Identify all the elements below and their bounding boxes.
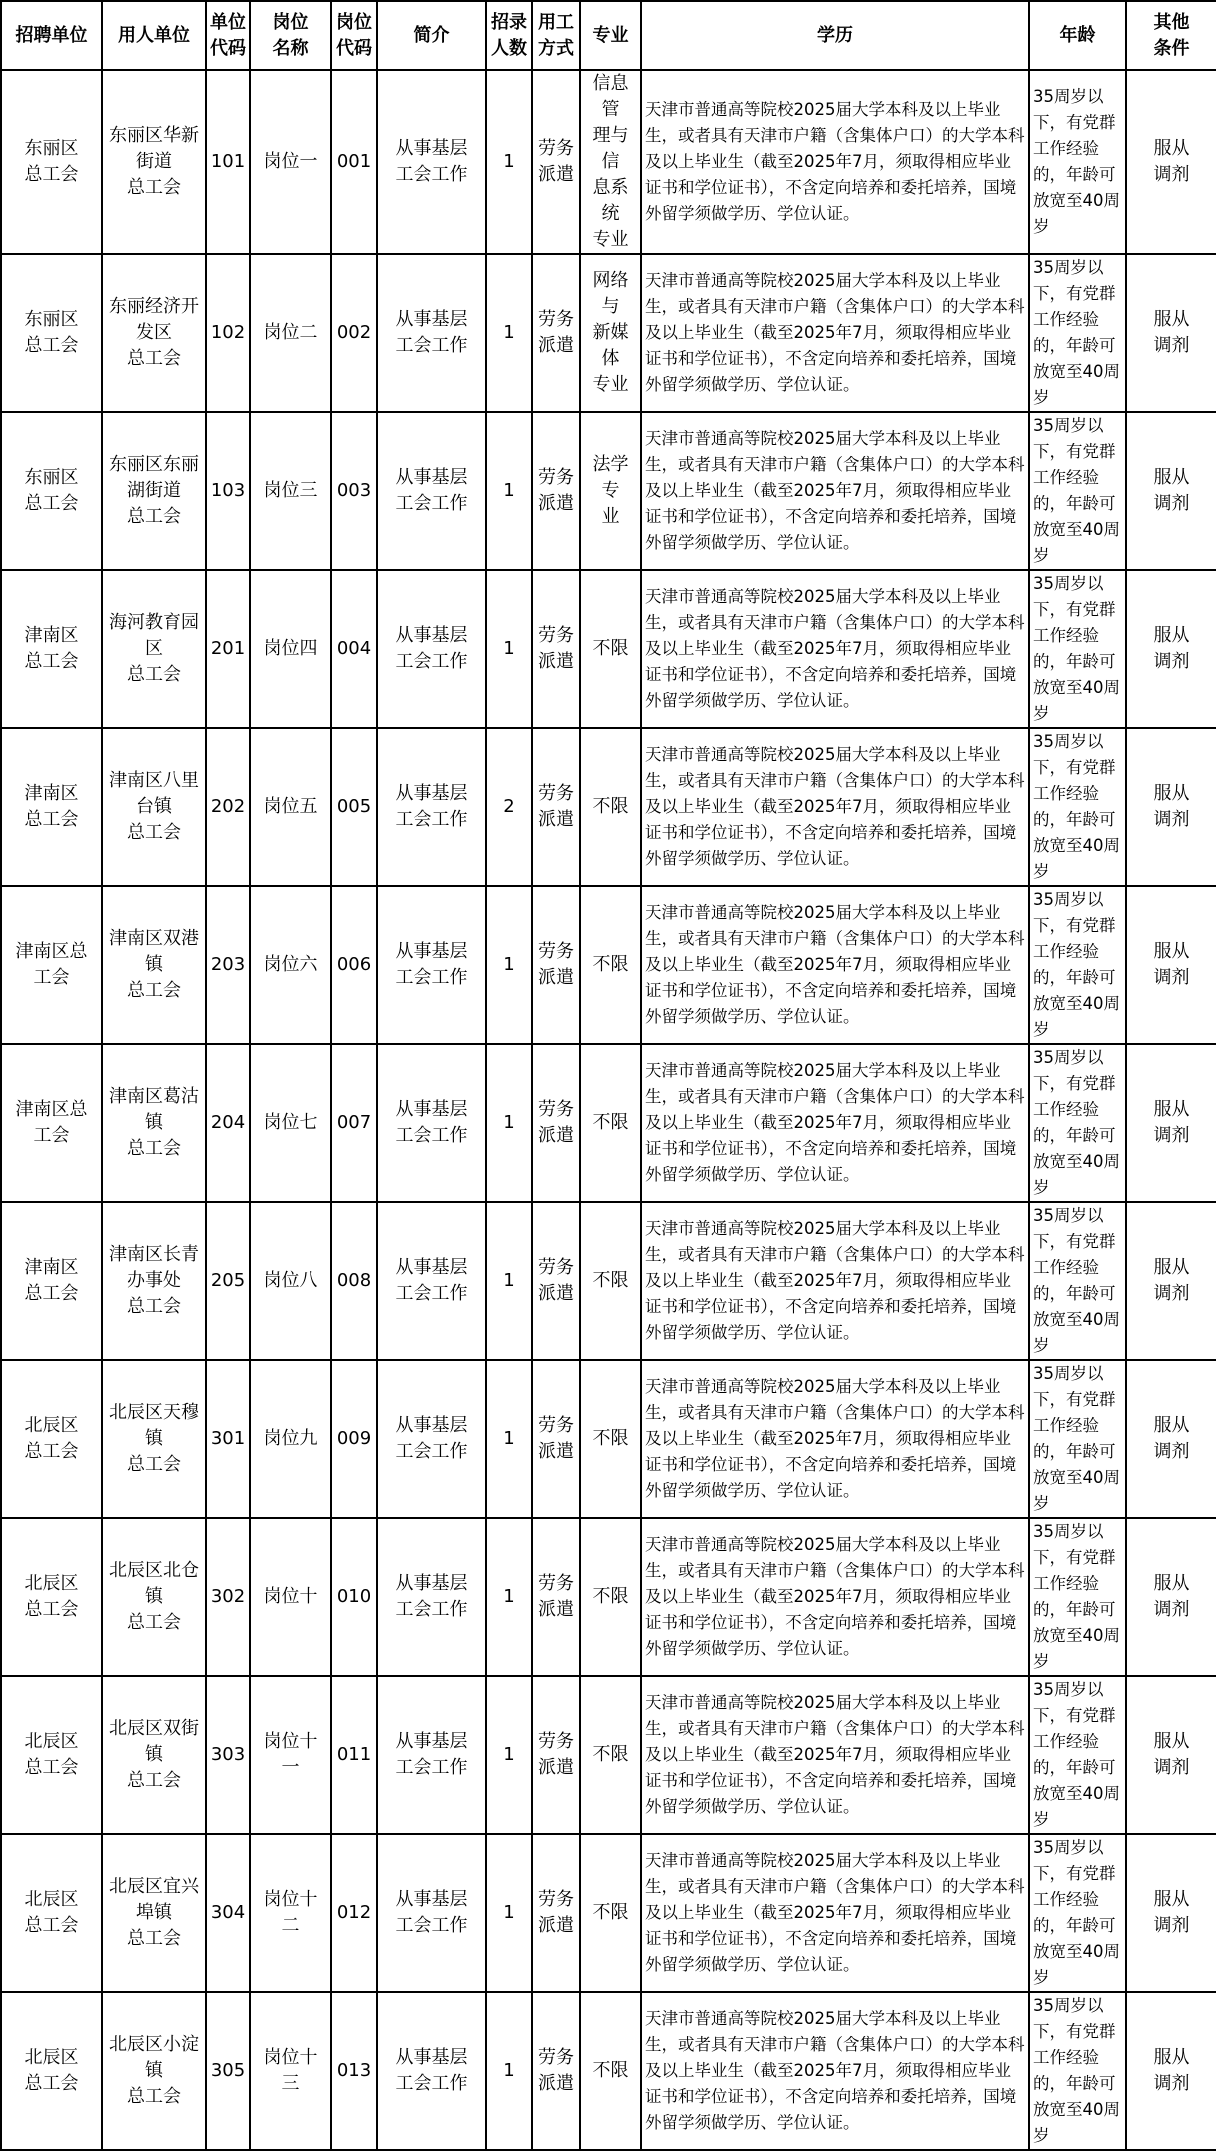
cell-recruit-unit: 东丽区 总工会 [1, 254, 102, 412]
cell-education: 天津市普通高等院校2025届大学本科及以上毕业生，或者具有天津市户籍（含集体户口）的大学本科及以上毕业生（截至2025年7月，须取得相应毕业证书和学位证书），不含定向培养和委托培养，国境外留学须做学历、学位认证。 [641, 1676, 1029, 1834]
cell-other: 服从 调剂 [1126, 1834, 1216, 1992]
cell-employer: 北辰区北仓 镇 总工会 [102, 1518, 206, 1676]
cell-education: 天津市普通高等院校2025届大学本科及以上毕业生，或者具有天津市户籍（含集体户口）的大学本科及以上毕业生（截至2025年7月，须取得相应毕业证书和学位证书），不含定向培养和委托培养，国境外留学须做学历、学位认证。 [641, 412, 1029, 570]
cell-count: 1 [486, 70, 532, 254]
cell-count: 2 [486, 728, 532, 886]
cell-education: 天津市普通高等院校2025届大学本科及以上毕业生，或者具有天津市户籍（含集体户口）的大学本科及以上毕业生（截至2025年7月，须取得相应毕业证书和学位证书），不含定向培养和委托培养，国境外留学须做学历、学位认证。 [641, 570, 1029, 728]
cell-post-name: 岗位九 [250, 1360, 331, 1518]
cell-education: 天津市普通高等院校2025届大学本科及以上毕业生，或者具有天津市户籍（含集体户口）的大学本科及以上毕业生（截至2025年7月，须取得相应毕业证书和学位证书），不含定向培养和委托培养，国境外留学须做学历、学位认证。 [641, 886, 1029, 1044]
cell-intro: 从事基层 工会工作 [377, 254, 486, 412]
cell-age: 35周岁以下，有党群工作经验的，年龄可放宽至40周岁 [1029, 1834, 1126, 1992]
table-row [1, 254, 1216, 412]
table-row [1, 1992, 1216, 2150]
cell-age: 35周岁以下，有党群工作经验的，年龄可放宽至40周岁 [1029, 728, 1126, 886]
cell-post-name: 岗位六 [250, 886, 331, 1044]
cell-unit-code: 303 [206, 1676, 250, 1834]
cell-count: 1 [486, 886, 532, 1044]
cell-age: 35周岁以下，有党群工作经验的，年龄可放宽至40周岁 [1029, 1360, 1126, 1518]
cell-post-code: 006 [331, 886, 377, 1044]
column-header-recruit-unit: 招聘单位 [1, 1, 102, 70]
column-header-count: 招录 人数 [486, 1, 532, 70]
cell-employer: 北辰区小淀 镇 总工会 [102, 1992, 206, 2150]
cell-intro: 从事基层 工会工作 [377, 70, 486, 254]
cell-unit-code: 203 [206, 886, 250, 1044]
cell-major: 信息管 理与信 息系统 专业 [580, 70, 641, 254]
cell-age: 35周岁以下，有党群工作经验的，年龄可放宽至40周岁 [1029, 886, 1126, 1044]
cell-post-code: 007 [331, 1044, 377, 1202]
cell-post-name: 岗位十 二 [250, 1834, 331, 1992]
table-header-row [1, 1, 1216, 70]
cell-recruit-unit: 北辰区 总工会 [1, 1992, 102, 2150]
cell-major: 不限 [580, 1676, 641, 1834]
cell-other: 服从 调剂 [1126, 1044, 1216, 1202]
cell-unit-code: 302 [206, 1518, 250, 1676]
cell-major: 不限 [580, 1518, 641, 1676]
table-row [1, 570, 1216, 728]
cell-other: 服从 调剂 [1126, 412, 1216, 570]
cell-post-code: 012 [331, 1834, 377, 1992]
column-header-post-name: 岗位 名称 [250, 1, 331, 70]
table-row [1, 1834, 1216, 1992]
cell-post-name: 岗位三 [250, 412, 331, 570]
table-row [1, 70, 1216, 254]
cell-employment: 劳务 派遣 [532, 1992, 580, 2150]
table-row [1, 1676, 1216, 1834]
cell-other: 服从 调剂 [1126, 570, 1216, 728]
cell-other: 服从 调剂 [1126, 728, 1216, 886]
cell-other: 服从 调剂 [1126, 1992, 1216, 2150]
cell-other: 服从 调剂 [1126, 1360, 1216, 1518]
cell-intro: 从事基层 工会工作 [377, 1518, 486, 1676]
cell-age: 35周岁以下，有党群工作经验的，年龄可放宽至40周岁 [1029, 1676, 1126, 1834]
table-row [1, 412, 1216, 570]
cell-age: 35周岁以下，有党群工作经验的，年龄可放宽至40周岁 [1029, 1202, 1126, 1360]
cell-recruit-unit: 津南区 总工会 [1, 1202, 102, 1360]
cell-post-code: 004 [331, 570, 377, 728]
cell-unit-code: 305 [206, 1992, 250, 2150]
cell-count: 1 [486, 1834, 532, 1992]
cell-employer: 海河教育园 区 总工会 [102, 570, 206, 728]
cell-employer: 津南区长青 办事处 总工会 [102, 1202, 206, 1360]
cell-post-name: 岗位五 [250, 728, 331, 886]
cell-major: 不限 [580, 1202, 641, 1360]
cell-count: 1 [486, 412, 532, 570]
cell-unit-code: 204 [206, 1044, 250, 1202]
cell-intro: 从事基层 工会工作 [377, 1834, 486, 1992]
cell-major: 不限 [580, 1992, 641, 2150]
column-header-age: 年龄 [1029, 1, 1126, 70]
table-row [1, 1360, 1216, 1518]
column-header-employer: 用人单位 [102, 1, 206, 70]
cell-major: 不限 [580, 1834, 641, 1992]
cell-education: 天津市普通高等院校2025届大学本科及以上毕业生，或者具有天津市户籍（含集体户口）的大学本科及以上毕业生（截至2025年7月，须取得相应毕业证书和学位证书），不含定向培养和委托培养，国境外留学须做学历、学位认证。 [641, 1834, 1029, 1992]
cell-count: 1 [486, 1992, 532, 2150]
cell-major: 不限 [580, 728, 641, 886]
cell-age: 35周岁以下，有党群工作经验的，年龄可放宽至40周岁 [1029, 70, 1126, 254]
cell-employment: 劳务 派遣 [532, 570, 580, 728]
cell-employment: 劳务 派遣 [532, 1834, 580, 1992]
cell-education: 天津市普通高等院校2025届大学本科及以上毕业生，或者具有天津市户籍（含集体户口）的大学本科及以上毕业生（截至2025年7月，须取得相应毕业证书和学位证书），不含定向培养和委托培养，国境外留学须做学历、学位认证。 [641, 1360, 1029, 1518]
cell-recruit-unit: 北辰区 总工会 [1, 1676, 102, 1834]
cell-employment: 劳务 派遣 [532, 886, 580, 1044]
cell-age: 35周岁以下，有党群工作经验的，年龄可放宽至40周岁 [1029, 1044, 1126, 1202]
cell-age: 35周岁以下，有党群工作经验的，年龄可放宽至40周岁 [1029, 412, 1126, 570]
cell-unit-code: 101 [206, 70, 250, 254]
table-row [1, 886, 1216, 1044]
cell-post-code: 009 [331, 1360, 377, 1518]
cell-intro: 从事基层 工会工作 [377, 886, 486, 1044]
cell-education: 天津市普通高等院校2025届大学本科及以上毕业生，或者具有天津市户籍（含集体户口）的大学本科及以上毕业生（截至2025年7月，须取得相应毕业证书和学位证书），不含定向培养和委托培养，国境外留学须做学历、学位认证。 [641, 1044, 1029, 1202]
cell-employment: 劳务 派遣 [532, 70, 580, 254]
cell-post-code: 011 [331, 1676, 377, 1834]
cell-employment: 劳务 派遣 [532, 1518, 580, 1676]
cell-recruit-unit: 东丽区 总工会 [1, 412, 102, 570]
cell-employer: 津南区双港 镇 总工会 [102, 886, 206, 1044]
cell-intro: 从事基层 工会工作 [377, 1676, 486, 1834]
cell-post-code: 010 [331, 1518, 377, 1676]
cell-employer: 东丽区华新 街道 总工会 [102, 70, 206, 254]
cell-employment: 劳务 派遣 [532, 1360, 580, 1518]
cell-post-code: 003 [331, 412, 377, 570]
column-header-post-code: 岗位 代码 [331, 1, 377, 70]
cell-post-name: 岗位七 [250, 1044, 331, 1202]
cell-intro: 从事基层 工会工作 [377, 728, 486, 886]
cell-unit-code: 304 [206, 1834, 250, 1992]
cell-other: 服从 调剂 [1126, 1202, 1216, 1360]
cell-post-name: 岗位十 三 [250, 1992, 331, 2150]
cell-major: 不限 [580, 1044, 641, 1202]
cell-count: 1 [486, 1044, 532, 1202]
table-row [1, 1044, 1216, 1202]
cell-employment: 劳务 派遣 [532, 254, 580, 412]
cell-post-name: 岗位十 一 [250, 1676, 331, 1834]
table-row [1, 728, 1216, 886]
cell-post-name: 岗位二 [250, 254, 331, 412]
cell-recruit-unit: 北辰区 总工会 [1, 1518, 102, 1676]
cell-recruit-unit: 津南区 总工会 [1, 728, 102, 886]
cell-post-code: 002 [331, 254, 377, 412]
cell-recruit-unit: 东丽区 总工会 [1, 70, 102, 254]
cell-count: 1 [486, 1360, 532, 1518]
column-header-other: 其他 条件 [1126, 1, 1216, 70]
cell-unit-code: 202 [206, 728, 250, 886]
cell-major: 不限 [580, 570, 641, 728]
cell-major: 网络与 新媒体 专业 [580, 254, 641, 412]
cell-major: 不限 [580, 886, 641, 1044]
cell-employer: 东丽经济开 发区 总工会 [102, 254, 206, 412]
cell-other: 服从 调剂 [1126, 1676, 1216, 1834]
cell-age: 35周岁以下，有党群工作经验的，年龄可放宽至40周岁 [1029, 570, 1126, 728]
cell-unit-code: 102 [206, 254, 250, 412]
column-header-major: 专业 [580, 1, 641, 70]
table-row [1, 1202, 1216, 1360]
column-header-unit-code: 单位 代码 [206, 1, 250, 70]
table-row [1, 1518, 1216, 1676]
cell-other: 服从 调剂 [1126, 886, 1216, 1044]
cell-recruit-unit: 北辰区 总工会 [1, 1360, 102, 1518]
cell-recruit-unit: 津南区总 工会 [1, 1044, 102, 1202]
cell-education: 天津市普通高等院校2025届大学本科及以上毕业生，或者具有天津市户籍（含集体户口）的大学本科及以上毕业生（截至2025年7月，须取得相应毕业证书和学位证书），不含定向培养和委托培养，国境外留学须做学历、学位认证。 [641, 1202, 1029, 1360]
column-header-intro: 简介 [377, 1, 486, 70]
cell-count: 1 [486, 570, 532, 728]
cell-intro: 从事基层 工会工作 [377, 412, 486, 570]
cell-post-name: 岗位四 [250, 570, 331, 728]
cell-age: 35周岁以下，有党群工作经验的，年龄可放宽至40周岁 [1029, 1518, 1126, 1676]
cell-employer: 北辰区宜兴 埠镇 总工会 [102, 1834, 206, 1992]
cell-education: 天津市普通高等院校2025届大学本科及以上毕业生，或者具有天津市户籍（含集体户口）的大学本科及以上毕业生（截至2025年7月，须取得相应毕业证书和学位证书），不含定向培养和委托培养，国境外留学须做学历、学位认证。 [641, 1518, 1029, 1676]
cell-post-code: 001 [331, 70, 377, 254]
cell-education: 天津市普通高等院校2025届大学本科及以上毕业生，或者具有天津市户籍（含集体户口）的大学本科及以上毕业生（截至2025年7月，须取得相应毕业证书和学位证书），不含定向培养和委托培养，国境外留学须做学历、学位认证。 [641, 1992, 1029, 2150]
cell-age: 35周岁以下，有党群工作经验的，年龄可放宽至40周岁 [1029, 254, 1126, 412]
cell-employment: 劳务 派遣 [532, 1202, 580, 1360]
cell-intro: 从事基层 工会工作 [377, 570, 486, 728]
cell-employer: 东丽区东丽 湖街道 总工会 [102, 412, 206, 570]
cell-count: 1 [486, 1518, 532, 1676]
cell-employment: 劳务 派遣 [532, 1044, 580, 1202]
cell-intro: 从事基层 工会工作 [377, 1044, 486, 1202]
cell-intro: 从事基层 工会工作 [377, 1202, 486, 1360]
cell-recruit-unit: 津南区总 工会 [1, 886, 102, 1044]
cell-unit-code: 103 [206, 412, 250, 570]
cell-employment: 劳务 派遣 [532, 1676, 580, 1834]
cell-employer: 北辰区双街 镇 总工会 [102, 1676, 206, 1834]
cell-recruit-unit: 津南区 总工会 [1, 570, 102, 728]
cell-count: 1 [486, 254, 532, 412]
cell-employer: 津南区八里 台镇 总工会 [102, 728, 206, 886]
cell-other: 服从 调剂 [1126, 254, 1216, 412]
cell-employment: 劳务 派遣 [532, 412, 580, 570]
cell-employment: 劳务 派遣 [532, 728, 580, 886]
cell-post-code: 008 [331, 1202, 377, 1360]
cell-other: 服从 调剂 [1126, 1518, 1216, 1676]
cell-other: 服从 调剂 [1126, 70, 1216, 254]
column-header-education: 学历 [641, 1, 1029, 70]
cell-recruit-unit: 北辰区 总工会 [1, 1834, 102, 1992]
cell-education: 天津市普通高等院校2025届大学本科及以上毕业生，或者具有天津市户籍（含集体户口）的大学本科及以上毕业生（截至2025年7月，须取得相应毕业证书和学位证书），不含定向培养和委托培养，国境外留学须做学历、学位认证。 [641, 728, 1029, 886]
cell-unit-code: 205 [206, 1202, 250, 1360]
cell-post-name: 岗位一 [250, 70, 331, 254]
cell-count: 1 [486, 1676, 532, 1834]
cell-intro: 从事基层 工会工作 [377, 1992, 486, 2150]
cell-major: 不限 [580, 1360, 641, 1518]
cell-education: 天津市普通高等院校2025届大学本科及以上毕业生，或者具有天津市户籍（含集体户口）的大学本科及以上毕业生（截至2025年7月，须取得相应毕业证书和学位证书），不含定向培养和委托培养，国境外留学须做学历、学位认证。 [641, 254, 1029, 412]
cell-post-name: 岗位八 [250, 1202, 331, 1360]
cell-education: 天津市普通高等院校2025届大学本科及以上毕业生，或者具有天津市户籍（含集体户口）的大学本科及以上毕业生（截至2025年7月，须取得相应毕业证书和学位证书），不含定向培养和委托培养，国境外留学须做学历、学位认证。 [641, 70, 1029, 254]
cell-major: 法学专 业 [580, 412, 641, 570]
cell-post-code: 005 [331, 728, 377, 886]
cell-unit-code: 301 [206, 1360, 250, 1518]
cell-employer: 北辰区天穆 镇 总工会 [102, 1360, 206, 1518]
column-header-employment: 用工 方式 [532, 1, 580, 70]
cell-post-name: 岗位十 [250, 1518, 331, 1676]
cell-post-code: 013 [331, 1992, 377, 2150]
cell-count: 1 [486, 1202, 532, 1360]
cell-employer: 津南区葛沽 镇 总工会 [102, 1044, 206, 1202]
cell-age: 35周岁以下，有党群工作经验的，年龄可放宽至40周岁 [1029, 1992, 1126, 2150]
cell-unit-code: 201 [206, 570, 250, 728]
cell-intro: 从事基层 工会工作 [377, 1360, 486, 1518]
